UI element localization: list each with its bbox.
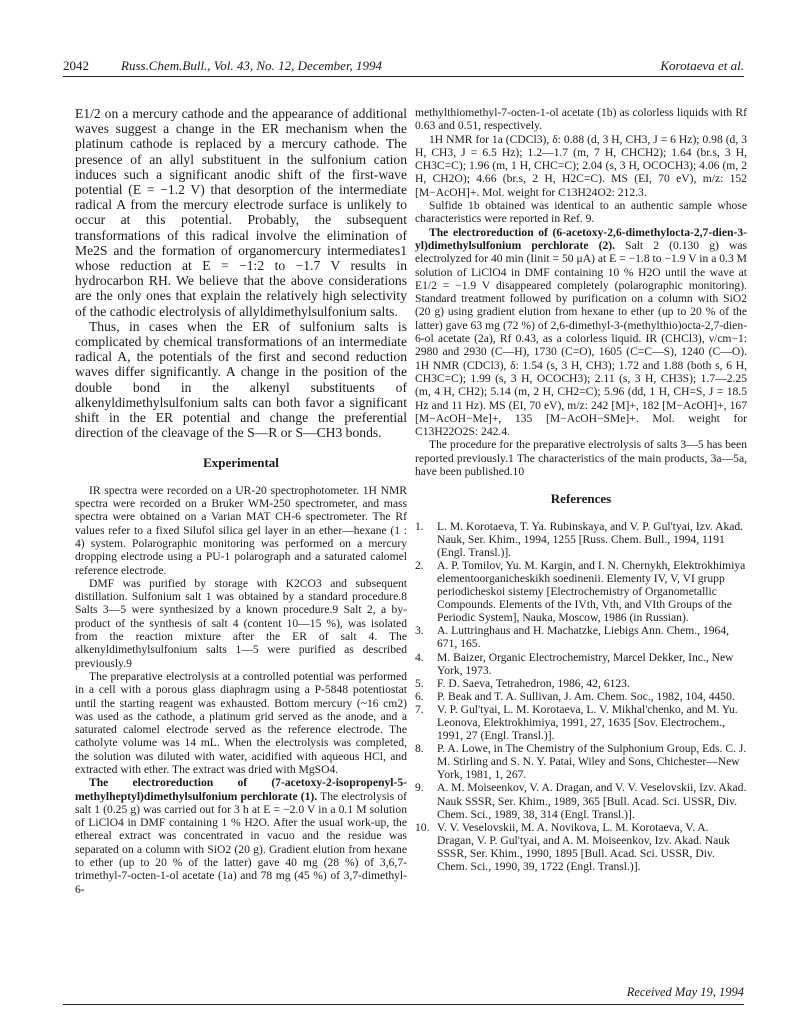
reference-text: A. M. Moiseenkov, V. A. Dragan, and V. V. Veselovskii, Izv. Akad. Nauk SSSR, Ser. Khim., 1989, 365 [Bull. Acad. Sci. USSR, Div. Chem. Sci., 1989, 38, 314 (Engl. Transl.)]. — [437, 781, 747, 821]
procedure-body: Salt 2 (0.130 g) was electrolyzed for 40 min (Iinit = 50 μA) at E = −1.8 to −1.9 V in a 0.3 M solution of LiClO4 in DMF containing 10 % H2O until the wave at E1/2 = −1.9 V disappeared completely (polarographic monitoring). Standard treatment followed by purification on a column with SiO2 (20 g) using gradient elution from hexane to ether (up to 20 % of the latter) gave 63 mg (72 %) of 2,6-dimethyl-3-(methylthio)octa-2,7-dien-6-ol acetate (2a), Rf 0.43, as a colorless liquid. IR (CHCl3), ν/cm−1: 2980 and 2930 (C—H), 1730 (C=O), 1605 (C=C—S), 1240 (C—O). 1H NMR (CDCl3), δ: 1.54 (s, 3 H, CH3); 1.72 and 1.88 (both s, 6 H, CH3C=C); 1.99 (s, 3 H, OCOCH3); 2.11 (s, 3 H, CH3S); 1.7—2.25 (m, 4 H, CH2); 5.14 (m, 2 H, CH2=C); 5.96 (dd, 1 H, CH=S, J = 18.5 Hz and 11 Hz). MS (EI, 70 eV), m/z: 242 [M]+, 182 [M−AcOH]+, 167 [M−AcOH−Me]+, 135 [M−AcOH−SMe]+. Mol. weight for C13H22O2S: 242.4. — [415, 238, 747, 439]
reference-number: 6. — [415, 689, 424, 703]
reference-number: 3. — [415, 624, 424, 638]
page-footer — [63, 985, 744, 1009]
reference-number: 9. — [415, 781, 424, 795]
reference-text: A. P. Tomilov, Yu. M. Kargin, and I. N. Chernykh, Elektrokhimiya elementoorganicheskikh soedinenii. Elementy IV, V, VI grupp periodicheskoi sistemy [Electrochemistry of Organometallic Compounds. Elements of the IVth, Vth, and VIth Groups of the Periodic System], Nauka, Moscow, 1986 (in Russian). — [437, 558, 746, 625]
body-paragraph: IR spectra were recorded on a UR-20 spectrophotometer. 1H NMR spectra were recorded on a Bruker WM-250 spectrometer, and mass spectra were obtained on a Varian MAT CH-6 spectrometer. The Rf values refer to a fixed Silufol silica gel layer in an ether—hexane (1 : 4) system. Polarographic monitoring was performed on a mercury dropping electrode using a PU-1 polarograph and a saturated calomel reference electrode. — [75, 483, 407, 577]
body-paragraph: The procedure for the preparative electrolysis of salts 3—5 has been reported previously.1 The characteristics of the main products, 3a—5a, have been published.10 — [415, 438, 747, 479]
section-heading-references: References — [550, 491, 612, 507]
reference-number: 1. — [415, 519, 424, 533]
procedure-body: The electrolysis of salt 1 (0.25 g) was carried out for 3 h at E = −2.0 V in a 0.1 M solution of LiClO4 in DMF containing 1 % H2O. After the usual work-up, the ethereal extract was concentrated in vacuo and the residue was separated on a column with SiO2 (20 g). Gradient elution from hexane to ether (up to 20 % of the latter) gave 40 mg (28 %) of 3,6,7-trimethyl-7-octen-1-ol acetate (1a) and 78 mg (45 %) of 3,7-dimethyl-6- — [75, 789, 407, 896]
journal-citation: Russ.Chem.Bull., Vol. 43, No. 12, December, 1994 — [121, 58, 383, 73]
running-authors: Korotaeva et al. — [660, 58, 744, 73]
reference-number: 5. — [415, 676, 424, 690]
reference-item — [415, 559, 747, 624]
reference-item — [415, 690, 747, 703]
header-rule — [63, 76, 744, 77]
reference-item — [415, 703, 747, 742]
body-paragraph: Sulfide 1b obtained was identical to an authentic sample whose characteristics were reported in Ref. 9. — [415, 199, 747, 226]
procedure-title: The electroreduction of (6-acetoxy-2,6-dimethylocta-2,7-dien-3-yl)dimethylsulfonium perchlorate (2). — [415, 225, 747, 252]
body-paragraph: 1H NMR for 1a (CDCl3), δ: 0.88 (d, 3 H, CH3, J = 6 Hz); 0.98 (d, 3 H, CH3, J = 6.5 Hz); 1.2—1.7 (m, 7 H, CHCH2); 1.64 (br.s, 3 H, CH3C=C); 1.96 (m, 1 H, CHC=C); 2.04 (s, 3 H, OCOCH3); 4.06 (m, 2 H, CH2O); 4.66 (br.s, 2 H, H2C=C). MS (EI, 70 eV), m/z: 152 [M−AcOH]+. Mol. weight for C13H24O2: 212.3. — [415, 132, 747, 199]
reference-list — [415, 520, 747, 874]
body-paragraph: methylthiomethyl-7-octen-1-ol acetate (1b) as colorless liquids with Rf 0.63 and 0.51, respectively. — [415, 106, 747, 133]
reference-number: 8. — [415, 742, 424, 756]
reference-item — [415, 742, 747, 781]
body-paragraph: DMF was purified by storage with K2CO3 and subsequent distillation. Sulfonium salt 1 was obtained by a standard procedure.8 Salts 3—5 were synthesized by a known procedure.9 Salt 2, a by-product of the synthesis of salt 4 (content 10—15 %), was isolated from the reaction mixture after the ER of salt 4. The alkenyldimethylsulfonium salts 1—5 were purified as described previously.9 — [75, 576, 407, 670]
reference-text: P. A. Lowe, in The Chemistry of the Sulphonium Group, Eds. C. J. M. Stirling and S. N. Y. Patai, Wiley and Sons, Chichester—New York, 1981, 1, 267. — [437, 742, 747, 782]
reference-item — [415, 821, 747, 873]
page-number: 2042 — [63, 58, 89, 73]
body-paragraph — [75, 776, 407, 896]
reference-number: 4. — [415, 650, 424, 664]
body-paragraph: E1/2 on a mercury cathode and the appearance of additional waves suggest a change in the ER mechanism when the platinum cathode is replaced by a mercury cathode. The presence of an allyl substituent in the sulfonium cation induces such a significant anodic shift of the first-wave potential (E = −1.2 V) that desorption of the intermediate radical A from the mercury electrode surface is unlikely to occur at this potential. Probably, the subsequent transformations of this radical involve the elimination of Me2S and the formation of organomercury intermediates1 whose reduction at E = −1:2 to −1.7 V results in hydrocarbon RH. We believe that the above considerations are the only ones that explain the relatively high selectivity of the cathodic electrolysis of allyldimethylsulfonium salts. — [75, 106, 407, 319]
reference-text: V. V. Veselovskii, M. A. Novikova, L. M. Korotaeva, V. A. Dragan, V. P. Gul'tyai, and A. M. Moiseenkov, Izv. Akad. Nauk SSSR, Ser. Khim., 1990, 1895 [Bull. Acad. Sci. USSR, Div. Chem. Sci., 1990, 39, 1722 (Engl. Transl.)]. — [437, 820, 730, 874]
reference-item — [415, 520, 747, 559]
received-date: Received May 19, 1994 — [626, 985, 744, 999]
procedure-title: The electroreduction of (7-acetoxy-2-isopropenyl-5-methylheptyl)dimethylsulfonium perchlorate (1). — [75, 776, 407, 803]
reference-text: P. Beak and T. A. Sullivan, J. Am. Chem. Soc., 1982, 104, 4450. — [437, 689, 735, 703]
body-paragraph — [415, 226, 747, 439]
page-header — [63, 52, 744, 76]
footer-rule — [63, 1004, 744, 1005]
reference-text: L. M. Korotaeva, T. Ya. Rubinskaya, and V. P. Gul'tyai, Izv. Akad. Nauk, Ser. Khim., 1994, 1255 [Russ. Chem. Bull., 1994, 1191 (Engl. Transl.)]. — [437, 519, 744, 559]
body-paragraph: The preparative electrolysis at a controlled potential was performed in a cell with a porous glass diaphragm using a P-5848 potentiostat until the starting reagent was exhausted. Bottom mercury (~16 cm2) was used as the cathode, a platinum grid served as the anode, and a saturated calomel electrode served as the reference electrode. The catholyte volume was 14 mL. When the electrolysis was completed, the solution was diluted with water, acidified with aqueous HCl, and extracted with ether. The extract was dried with MgSO4. — [75, 669, 407, 776]
reference-text: V. P. Gul'tyai, L. M. Korotaeva, L. V. Mikhal'chenko, and M. Yu. Leonova, Elektrokhimiya, 1991, 27, 1635 [Sov. Electrochem., 1991, 27 (Engl. Transl.)]. — [437, 702, 738, 743]
reference-item — [415, 624, 747, 650]
reference-number: 7. — [415, 702, 424, 716]
reference-item — [415, 651, 747, 677]
reference-item — [415, 677, 747, 690]
reference-text: M. Baizer, Organic Electrochemistry, Marcel Dekker, Inc., New York, 1973. — [437, 650, 734, 677]
reference-number: 2. — [415, 558, 424, 572]
reference-number: 10. — [415, 820, 430, 834]
body-paragraph: Thus, in cases when the ER of sulfonium salts is complicated by chemical transformations of an intermediate radical A, the potentials of the first and second reduction waves differ significantly. A change in the position of the double bond in the alkenyl substituents of alkenyldimethylsulfonium salts can both favor a significant shift in the ER potential and change the preferential direction of the cleavage of the S—R or S—CH3 bonds. — [75, 318, 407, 441]
left-column — [75, 106, 407, 896]
section-heading-experimental: Experimental — [203, 455, 279, 471]
reference-item — [415, 781, 747, 820]
right-column — [415, 106, 747, 873]
reference-text: A. Luttringhaus and H. Machatzke, Liebigs Ann. Chem., 1964, 671, 165. — [437, 624, 730, 651]
reference-text: F. D. Saeva, Tetrahedron, 1986, 42, 6123. — [437, 676, 630, 690]
